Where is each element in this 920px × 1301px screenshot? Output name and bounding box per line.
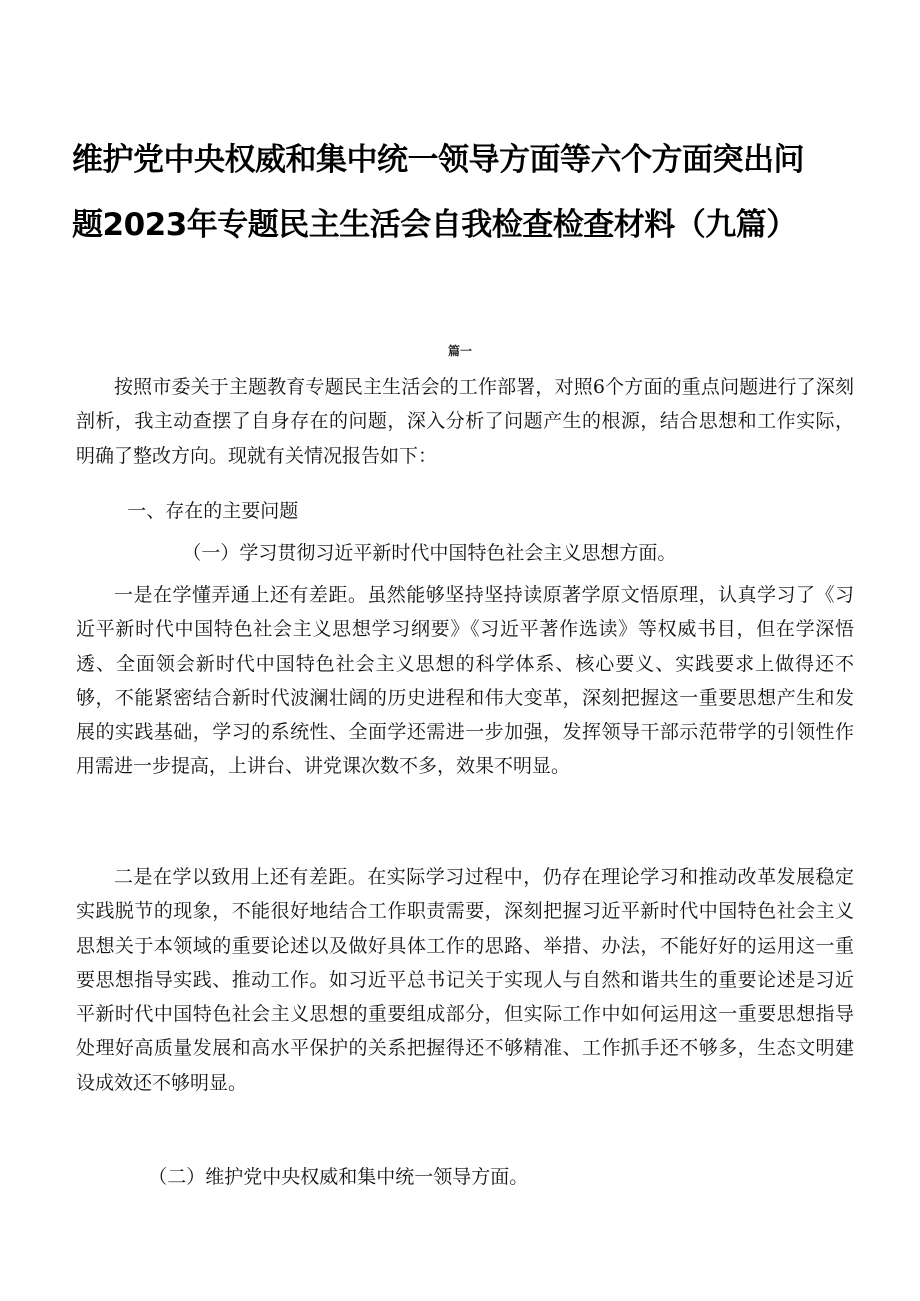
subsection-heading-1: （一）学习贯彻习近平新时代中国特色社会主义思想方面。 [182,542,677,564]
subsection-heading-2: （二）维护党中央权威和集中统一领导方面。 [148,1166,529,1188]
intro-paragraph: 按照市委关于主题教育专题民主生活会的工作部署，对照6个方面的重点问题进行了深刻剖析，我主动查摆了自身存在的问题，深入分析了问题产生的根源，结合思想和工作实际，明确了整改方向。现就有关情况报告如下： [76,376,854,467]
document-title-line-1: 维护党中央权威和集中统一领导方面等六个方面突出问 [72,142,804,178]
section-subheading: 篇一 [447,344,472,358]
section-heading-main-problems: 一、存在的主要问题 [127,500,299,522]
body-paragraph-2: 二是在学以致用上还有差距。在实际学习过程中，仍存在理论学习和推动改革发展稳定实践脱节的现象，不能很好地结合工作职责需要，深刻把握习近平新时代中国特色社会主义思想关于本领域的重要论述以及做好具体工作的思路、举措、办法，不能好好的运用这一重要思想指导实践、推动工作。如习近平总书记关于实现人与自然和谐共生的重要论述是习近平新时代中国特色社会主义思想的重要组成部分，但实际工作中如何运用这一重要思想指导处理好高质量发展和高水平保护的关系把握得还不够精准、工作抓手还不够多，生态文明建设成效还不够明显。 [76,866,854,1094]
body-paragraph-1: 一是在学懂弄通上还有差距。虽然能够坚持坚持读原著学原文悟原理，认真学习了《习近平新时代中国特色社会主义思想学习纲要》《习近平著作选读》等权威书目，但在学深悟透、全面领会新时代中国特色社会主义思想的科学体系、核心要义、实践要求上做得还不够，不能紧密结合新时代波澜壮阔的历史进程和伟大变革，深刻把握这一重要思想产生和发展的实践基础，学习的系统性、全面学还需进一步加强，发挥领导干部示范带学的引领性作用需进一步提高，上讲台、讲党课次数不多，效果不明显。 [76,584,854,778]
document-title-line-2: 题2023年专题民主生活会自我检查检查材料（九篇） [72,207,797,243]
